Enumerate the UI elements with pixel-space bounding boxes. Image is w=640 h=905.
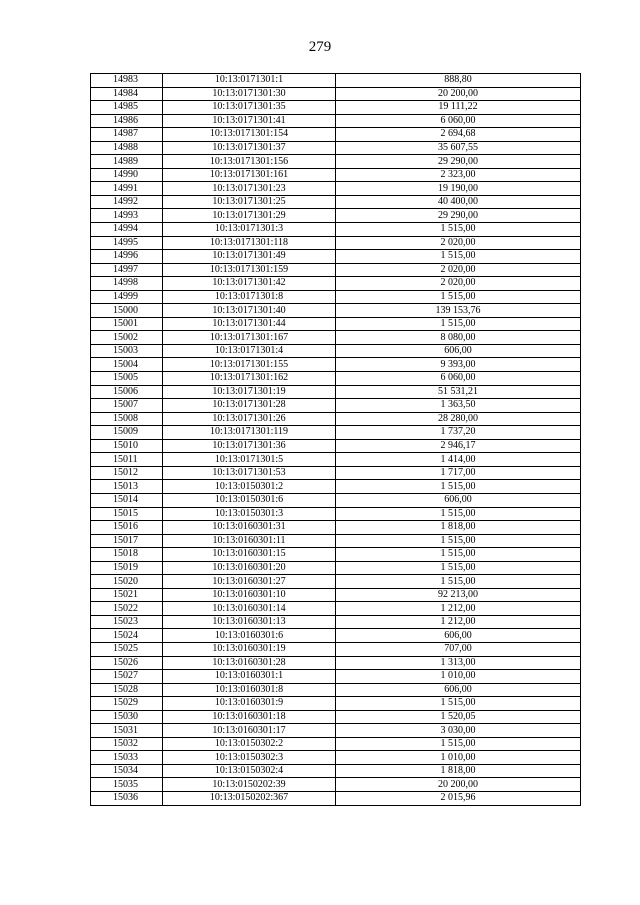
cadastral-number-cell: 10:13:0171301:26 (163, 412, 336, 426)
table-row (91, 764, 581, 778)
table-row (91, 412, 581, 426)
amount-cell: 2 323,00 (336, 168, 581, 182)
cadastral-number-cell: 10:13:0171301:49 (163, 250, 336, 264)
amount-cell: 1 515,00 (336, 250, 581, 264)
cadastral-number-cell: 10:13:0171301:44 (163, 317, 336, 331)
amount-cell: 139 153,76 (336, 304, 581, 318)
table-row (91, 791, 581, 805)
cadastral-number-cell: 10:13:0171301:1 (163, 74, 336, 88)
amount-cell: 1 515,00 (336, 534, 581, 548)
table-row (91, 453, 581, 467)
table-row (91, 615, 581, 629)
table-row (91, 521, 581, 535)
row-number-cell: 15009 (91, 426, 163, 440)
cadastral-number-cell: 10:13:0171301:8 (163, 290, 336, 304)
amount-cell: 1 515,00 (336, 507, 581, 521)
amount-cell: 606,00 (336, 629, 581, 643)
row-number-cell: 15033 (91, 751, 163, 765)
table-row (91, 561, 581, 575)
amount-cell: 1 010,00 (336, 751, 581, 765)
amount-cell: 19 111,22 (336, 101, 581, 115)
amount-cell: 1 515,00 (336, 317, 581, 331)
cadastral-number-cell: 10:13:0171301:19 (163, 385, 336, 399)
table-row (91, 710, 581, 724)
row-number-cell: 14995 (91, 236, 163, 250)
cadastral-number-cell: 10:13:0171301:155 (163, 358, 336, 372)
table-row (91, 155, 581, 169)
amount-cell: 1 515,00 (336, 480, 581, 494)
amount-cell: 1 515,00 (336, 561, 581, 575)
row-number-cell: 15005 (91, 372, 163, 386)
row-number-cell: 15010 (91, 439, 163, 453)
cadastral-number-cell: 10:13:0160301:9 (163, 697, 336, 711)
cadastral-number-cell: 10:13:0171301:30 (163, 87, 336, 101)
cadastral-number-cell: 10:13:0160301:20 (163, 561, 336, 575)
cadastral-number-cell: 10:13:0160301:10 (163, 588, 336, 602)
cadastral-number-cell: 10:13:0171301:161 (163, 168, 336, 182)
row-number-cell: 15013 (91, 480, 163, 494)
row-number-cell: 15025 (91, 642, 163, 656)
cadastral-number-cell: 10:13:0171301:3 (163, 223, 336, 237)
row-number-cell: 15007 (91, 399, 163, 413)
row-number-cell: 14988 (91, 141, 163, 155)
cadastral-number-cell: 10:13:0171301:41 (163, 114, 336, 128)
cadastral-number-cell: 10:13:0171301:42 (163, 277, 336, 291)
table-row (91, 588, 581, 602)
table-row (91, 263, 581, 277)
row-number-cell: 14993 (91, 209, 163, 223)
amount-cell: 6 060,00 (336, 372, 581, 386)
table-row (91, 344, 581, 358)
row-number-cell: 15003 (91, 344, 163, 358)
row-number-cell: 15027 (91, 670, 163, 684)
table-row (91, 304, 581, 318)
cadastral-number-cell: 10:13:0160301:1 (163, 670, 336, 684)
row-number-cell: 15032 (91, 737, 163, 751)
row-number-cell: 15008 (91, 412, 163, 426)
amount-cell: 2 946,17 (336, 439, 581, 453)
table-row (91, 128, 581, 142)
amount-cell: 20 200,00 (336, 87, 581, 101)
table-row (91, 548, 581, 562)
amount-cell: 1 010,00 (336, 670, 581, 684)
amount-cell: 1 818,00 (336, 521, 581, 535)
table-row (91, 317, 581, 331)
cadastral-number-cell: 10:13:0160301:14 (163, 602, 336, 616)
row-number-cell: 15014 (91, 493, 163, 507)
amount-cell: 29 290,00 (336, 209, 581, 223)
cadastral-number-cell: 10:13:0160301:13 (163, 615, 336, 629)
row-number-cell: 14996 (91, 250, 163, 264)
table-row (91, 277, 581, 291)
cadastral-number-cell: 10:13:0150301:3 (163, 507, 336, 521)
cadastral-number-cell: 10:13:0171301:37 (163, 141, 336, 155)
table-row (91, 426, 581, 440)
table-row (91, 236, 581, 250)
table-row (91, 209, 581, 223)
amount-cell: 1 515,00 (336, 575, 581, 589)
amount-cell: 28 280,00 (336, 412, 581, 426)
amount-cell: 1 313,00 (336, 656, 581, 670)
table-row (91, 114, 581, 128)
amount-cell: 606,00 (336, 493, 581, 507)
amount-cell: 2 015,96 (336, 791, 581, 805)
amount-cell: 1 520,05 (336, 710, 581, 724)
row-number-cell: 15011 (91, 453, 163, 467)
amount-cell: 8 080,00 (336, 331, 581, 345)
cadastral-number-cell: 10:13:0160301:15 (163, 548, 336, 562)
cadastral-number-cell: 10:13:0171301:167 (163, 331, 336, 345)
cadastral-number-cell: 10:13:0171301:29 (163, 209, 336, 223)
cadastral-number-cell: 10:13:0171301:119 (163, 426, 336, 440)
amount-cell: 1 212,00 (336, 615, 581, 629)
row-number-cell: 15036 (91, 791, 163, 805)
row-number-cell: 15004 (91, 358, 163, 372)
amount-cell: 40 400,00 (336, 195, 581, 209)
row-number-cell: 15002 (91, 331, 163, 345)
table-row (91, 602, 581, 616)
table-row (91, 629, 581, 643)
amount-cell: 51 531,21 (336, 385, 581, 399)
row-number-cell: 15035 (91, 778, 163, 792)
amount-cell: 1 363,50 (336, 399, 581, 413)
row-number-cell: 15006 (91, 385, 163, 399)
cadastral-number-cell: 10:13:0150301:6 (163, 493, 336, 507)
table-row (91, 372, 581, 386)
cadastral-number-cell: 10:13:0171301:25 (163, 195, 336, 209)
cadastral-number-cell: 10:13:0160301:6 (163, 629, 336, 643)
row-number-cell: 15001 (91, 317, 163, 331)
amount-cell: 6 060,00 (336, 114, 581, 128)
table-row (91, 399, 581, 413)
row-number-cell: 14987 (91, 128, 163, 142)
cadastral-number-cell: 10:13:0171301:35 (163, 101, 336, 115)
cadastral-number-cell: 10:13:0171301:156 (163, 155, 336, 169)
table-row (91, 697, 581, 711)
cadastral-number-cell: 10:13:0171301:4 (163, 344, 336, 358)
table-row (91, 670, 581, 684)
row-number-cell: 14992 (91, 195, 163, 209)
table-row (91, 358, 581, 372)
cadastral-number-cell: 10:13:0171301:40 (163, 304, 336, 318)
amount-cell: 707,00 (336, 642, 581, 656)
amount-cell: 1 515,00 (336, 290, 581, 304)
table-row (91, 466, 581, 480)
row-number-cell: 14984 (91, 87, 163, 101)
table-row (91, 642, 581, 656)
row-number-cell: 14991 (91, 182, 163, 196)
table-row (91, 101, 581, 115)
row-number-cell: 15017 (91, 534, 163, 548)
row-number-cell: 15022 (91, 602, 163, 616)
amount-cell: 606,00 (336, 344, 581, 358)
cadastral-number-cell: 10:13:0150302:3 (163, 751, 336, 765)
table-row (91, 168, 581, 182)
table-row (91, 141, 581, 155)
cadastral-number-cell: 10:13:0171301:53 (163, 466, 336, 480)
cadastral-number-cell: 10:13:0160301:11 (163, 534, 336, 548)
page-number: 279 (308, 39, 332, 55)
row-number-cell: 14994 (91, 223, 163, 237)
table-row (91, 331, 581, 345)
cadastral-number-cell: 10:13:0160301:27 (163, 575, 336, 589)
amount-cell: 2 020,00 (336, 236, 581, 250)
table-row (91, 182, 581, 196)
table-row (91, 575, 581, 589)
row-number-cell: 15034 (91, 764, 163, 778)
amount-cell: 2 694,68 (336, 128, 581, 142)
cadastral-number-cell: 10:13:0150302:2 (163, 737, 336, 751)
cadastral-number-cell: 10:13:0150301:2 (163, 480, 336, 494)
amount-cell: 1 212,00 (336, 602, 581, 616)
amount-cell: 92 213,00 (336, 588, 581, 602)
row-number-cell: 15023 (91, 615, 163, 629)
cadastral-number-cell: 10:13:0160301:28 (163, 656, 336, 670)
table-row (91, 683, 581, 697)
table-row (91, 290, 581, 304)
row-number-cell: 15000 (91, 304, 163, 318)
table-row (91, 480, 581, 494)
cadastral-number-cell: 10:13:0160301:18 (163, 710, 336, 724)
row-number-cell: 15012 (91, 466, 163, 480)
row-number-cell: 14998 (91, 277, 163, 291)
table-row (91, 656, 581, 670)
row-number-cell: 15020 (91, 575, 163, 589)
amount-cell: 1 737,20 (336, 426, 581, 440)
table-row (91, 87, 581, 101)
amount-cell: 2 020,00 (336, 277, 581, 291)
cadastral-number-cell: 10:13:0160301:31 (163, 521, 336, 535)
row-number-cell: 15030 (91, 710, 163, 724)
row-number-cell: 15021 (91, 588, 163, 602)
row-number-cell: 15016 (91, 521, 163, 535)
amount-cell: 1 515,00 (336, 697, 581, 711)
amount-cell: 1 414,00 (336, 453, 581, 467)
row-number-cell: 15019 (91, 561, 163, 575)
table-row (91, 250, 581, 264)
table-row (91, 223, 581, 237)
row-number-cell: 15018 (91, 548, 163, 562)
row-number-cell: 14985 (91, 101, 163, 115)
row-number-cell: 15028 (91, 683, 163, 697)
cadastral-number-cell: 10:13:0171301:118 (163, 236, 336, 250)
row-number-cell: 14999 (91, 290, 163, 304)
amount-cell: 1 818,00 (336, 764, 581, 778)
table-row (91, 74, 581, 88)
row-number-cell: 14983 (91, 74, 163, 88)
row-number-cell: 14990 (91, 168, 163, 182)
row-number-cell: 15029 (91, 697, 163, 711)
amount-cell: 9 393,00 (336, 358, 581, 372)
amount-cell: 1 515,00 (336, 737, 581, 751)
cadastral-number-cell: 10:13:0160301:19 (163, 642, 336, 656)
table-body (91, 74, 581, 806)
cadastral-number-cell: 10:13:0171301:5 (163, 453, 336, 467)
amount-cell: 606,00 (336, 683, 581, 697)
amount-cell: 1 515,00 (336, 548, 581, 562)
amount-cell: 888,80 (336, 74, 581, 88)
cadastral-number-cell: 10:13:0171301:162 (163, 372, 336, 386)
amount-cell: 19 190,00 (336, 182, 581, 196)
row-number-cell: 14986 (91, 114, 163, 128)
data-table (90, 73, 581, 806)
table-row (91, 507, 581, 521)
table-row (91, 195, 581, 209)
row-number-cell: 15015 (91, 507, 163, 521)
amount-cell: 1 515,00 (336, 223, 581, 237)
table-row (91, 724, 581, 738)
amount-cell: 29 290,00 (336, 155, 581, 169)
table-row (91, 737, 581, 751)
cadastral-number-cell: 10:13:0171301:28 (163, 399, 336, 413)
table-row (91, 534, 581, 548)
cadastral-number-cell: 10:13:0160301:17 (163, 724, 336, 738)
cadastral-number-cell: 10:13:0150302:4 (163, 764, 336, 778)
cadastral-number-cell: 10:13:0171301:36 (163, 439, 336, 453)
row-number-cell: 14997 (91, 263, 163, 277)
row-number-cell: 15024 (91, 629, 163, 643)
amount-cell: 1 717,00 (336, 466, 581, 480)
row-number-cell: 15031 (91, 724, 163, 738)
table-row (91, 439, 581, 453)
table-row (91, 385, 581, 399)
amount-cell: 35 607,55 (336, 141, 581, 155)
row-number-cell: 14989 (91, 155, 163, 169)
amount-cell: 20 200,00 (336, 778, 581, 792)
table-row (91, 751, 581, 765)
cadastral-number-cell: 10:13:0150202:367 (163, 791, 336, 805)
cadastral-number-cell: 10:13:0150202:39 (163, 778, 336, 792)
cadastral-number-cell: 10:13:0160301:8 (163, 683, 336, 697)
cadastral-number-cell: 10:13:0171301:154 (163, 128, 336, 142)
table-row (91, 493, 581, 507)
cadastral-number-cell: 10:13:0171301:23 (163, 182, 336, 196)
row-number-cell: 15026 (91, 656, 163, 670)
cadastral-number-cell: 10:13:0171301:159 (163, 263, 336, 277)
table-row (91, 778, 581, 792)
amount-cell: 2 020,00 (336, 263, 581, 277)
amount-cell: 3 030,00 (336, 724, 581, 738)
